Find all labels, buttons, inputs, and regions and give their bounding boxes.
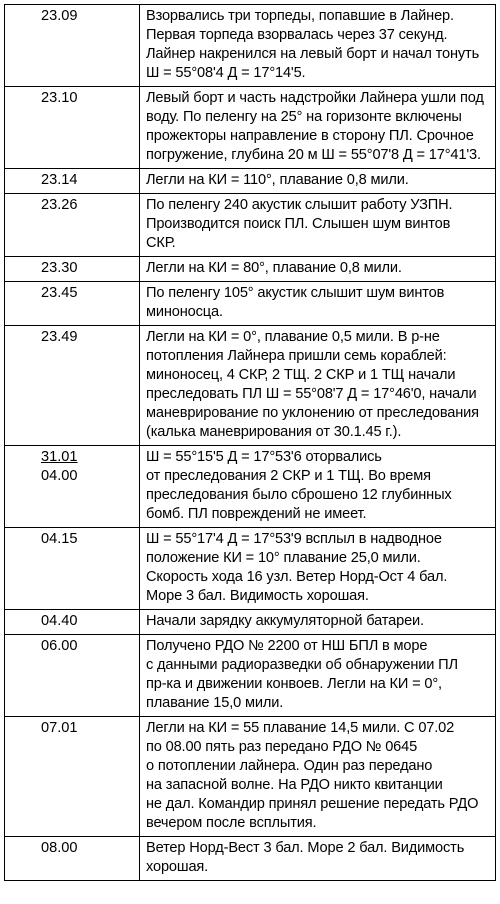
entry-text-line: Ш = 55°17'4 Д = 17°53'9 всплыл в надводное [146,531,442,547]
entry-text-line: о потоплении лайнера. Один раз передано [146,758,433,774]
time-label: 23.45 [41,285,78,301]
time-label: 04.40 [41,613,78,629]
entry-text-line: По пеленгу 240 акустик слышит работу УЗПН. [146,197,453,213]
entry-text-line: Первая торпеда взорвалась через 37 секунд. [146,27,448,43]
time-label: 23.30 [41,260,78,276]
entry-cell [140,5,496,87]
time-cell [5,257,140,282]
entry-text-line: пр-ка и движении конвоев. Легли на КИ = 0°, [146,676,442,692]
entry-text-line: миноносец, 4 СКР, 2 ТЩ. 2 СКР и 1 ТЩ начали [146,367,456,383]
log-row [5,194,496,257]
time-cell [5,635,140,717]
entry-text-line: от преследования 2 СКР и 1 ТЩ. Во время [146,468,431,484]
entry-cell [140,169,496,194]
log-row [5,169,496,194]
entry-cell [140,528,496,610]
entry-text-line: Море 3 бал. Видимость хорошая. [146,588,369,604]
entry-text-line: Левый борт и часть надстройки Лайнера ушли под [146,90,484,106]
log-table [4,4,496,881]
time-label: 23.10 [41,90,78,106]
log-row [5,5,496,87]
time-cell [5,610,140,635]
entry-text-line: бомб. ПЛ повреждений не имеет. [146,506,367,522]
time-cell [5,837,140,881]
entry-text-line: Ш = 55°08'4 Д = 17°14'5. [146,65,306,81]
entry-text-line: не дал. Командир принял решение передать РДО [146,796,479,812]
time-cell [5,446,140,528]
entry-text-line: положение КИ = 10° плавание 25,0 мили. [146,550,421,566]
entry-cell [140,717,496,837]
entry-text-line: миноносца. [146,304,223,320]
log-row [5,87,496,169]
entry-cell [140,837,496,881]
entry-text-line: Легли на КИ = 55 плавание 14,5 мили. С 07.02 [146,720,455,736]
entry-text-line: Получено РДО № 2200 от НШ БПЛ в море [146,638,428,654]
time-cell [5,194,140,257]
entry-text-line: воду. По пеленгу на 25° на горизонте включены [146,109,462,125]
log-row [5,610,496,635]
entry-cell [140,87,496,169]
entry-text-line: СКР. [146,235,176,251]
entry-cell [140,326,496,446]
entry-text-line: прожекторы направление в сторону ПЛ. Срочное [146,128,474,144]
time-cell [5,282,140,326]
entry-text-line: Легли на КИ = 110°, плавание 0,8 мили. [146,172,409,188]
log-body [5,5,496,881]
entry-text-line: преследования было сброшено 12 глубинных [146,487,452,503]
entry-text-line: По пеленгу 105° акустик слышит шум винтов [146,285,445,301]
time-cell [5,169,140,194]
time-label: 04.00 [41,468,78,484]
entry-cell [140,194,496,257]
time-cell [5,717,140,837]
entry-text-line: Лайнер накренился на левый борт и начал тонуть [146,46,480,62]
entry-cell [140,446,496,528]
entry-cell [140,635,496,717]
time-cell [5,87,140,169]
entry-text-line: Взорвались три торпеды, попавшие в Лайнер. [146,8,454,24]
date-label: 31.01 [41,449,78,465]
entry-text-line: Ветер Норд-Вест 3 бал. Море 2 бал. Видимость [146,840,465,856]
entry-text-line: Легли на КИ = 80°, плавание 0,8 мили. [146,260,402,276]
log-row [5,282,496,326]
log-row [5,635,496,717]
entry-text-line: маневрирование по уклонению от преследования [146,405,479,421]
entry-cell [140,282,496,326]
entry-text-line: Начали зарядку аккумуляторной батареи. [146,613,424,629]
entry-text-line: Легли на КИ = 0°, плавание 0,5 мили. В р-не [146,329,440,345]
entry-text-line: Производится поиск ПЛ. Слышен шум винтов [146,216,451,232]
entry-text-line: Скорость хода 16 узл. Ветер Норд-Ост 4 бал. [146,569,448,585]
entry-text-line: с данными радиоразведки об обнаружении ПЛ [146,657,458,673]
log-row [5,528,496,610]
entry-text-line: вечером после всплытия. [146,815,317,831]
entry-text-line: плавание 15,0 мили. [146,695,284,711]
entry-text-line: (калька маневрирования от 30.1.45 г.). [146,424,402,440]
entry-text-line: Ш = 55°15'5 Д = 17°53'6 оторвались [146,449,382,465]
entry-text-line: преследовать ПЛ Ш = 55°08'7 Д = 17°46'0, начали [146,386,477,402]
log-row [5,717,496,837]
time-cell [5,5,140,87]
time-label: 08.00 [41,840,78,856]
entry-text-line: на запасной волне. На РДО никто квитанции [146,777,443,793]
entry-text-line: хорошая. [146,859,209,875]
entry-cell [140,610,496,635]
log-row [5,446,496,528]
entry-text-line: по 08.00 пять раз передано РДО № 0645 [146,739,418,755]
time-cell [5,528,140,610]
time-label: 07.01 [41,720,78,736]
entry-cell [140,257,496,282]
time-label: 06.00 [41,638,78,654]
time-label: 23.49 [41,329,78,345]
time-label: 04.15 [41,531,78,547]
entry-text-line: потопления Лайнера пришли семь кораблей: [146,348,447,364]
log-row [5,837,496,881]
time-cell [5,326,140,446]
time-label: 23.09 [41,8,78,24]
time-label: 23.26 [41,197,78,213]
entry-text-line: погружение, глубина 20 м Ш = 55°07'8 Д = 17°41'3. [146,147,481,163]
log-row [5,257,496,282]
log-row [5,326,496,446]
time-label: 23.14 [41,172,78,188]
